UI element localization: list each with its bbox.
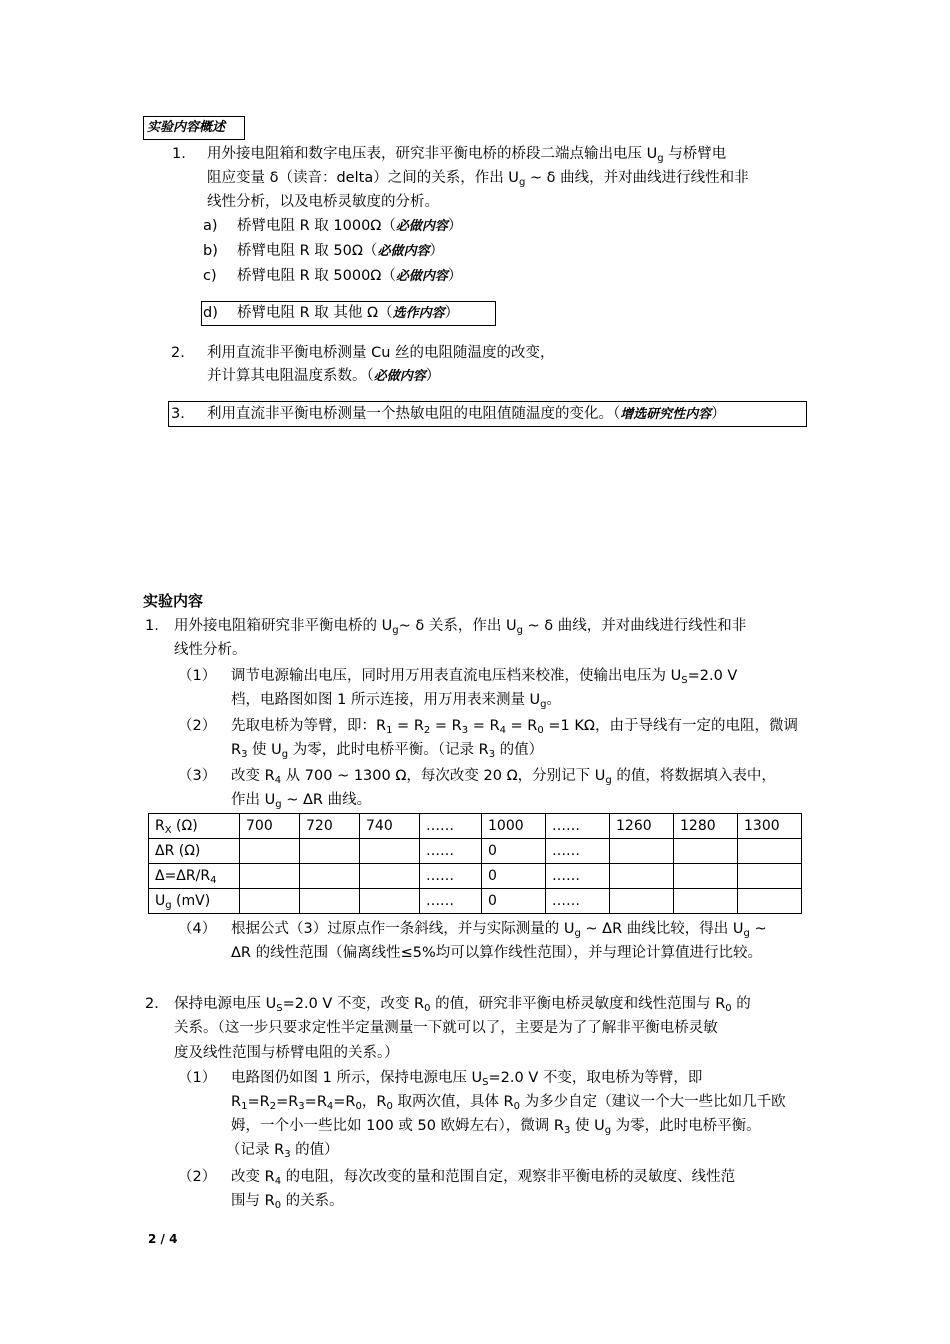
subscript: S <box>681 675 688 686</box>
subscript: g <box>540 699 547 710</box>
text: 姆，一个小一些比如 100 或 50 欧姆左右），微调 R <box>231 1118 564 1134</box>
overview-item3-line <box>207 402 726 427</box>
table-cell: 1300 <box>738 814 802 839</box>
text: 与桥臂电 <box>663 146 727 162</box>
content-item2-line2: 关系。（这一步只要求定性半定量测量一下就可以了，主要是为了了解非平衡电桥灵敏 <box>174 1020 718 1036</box>
table-cell: …… <box>546 839 610 864</box>
subscript: 3 <box>284 1149 291 1160</box>
text: =R <box>333 1094 356 1110</box>
table-cell <box>610 864 674 889</box>
table-cell: …… <box>420 839 482 864</box>
item2-step2-line1 <box>231 1165 735 1189</box>
overview-sub-d-label: d) <box>203 305 218 321</box>
text: (Ω) <box>171 818 198 834</box>
text: R <box>231 1094 242 1110</box>
text: = R <box>430 718 462 734</box>
subscript: 1 <box>386 725 393 736</box>
text: 先取电桥为等臂，即：R <box>231 718 387 734</box>
table-cell: …… <box>420 864 482 889</box>
subscript: 1 <box>241 1101 248 1112</box>
text: 用外接电阻箱研究非平衡电桥的 U <box>174 618 393 634</box>
note: 必做内容 <box>373 369 426 384</box>
item2-step1-line2 <box>231 1090 786 1114</box>
step1-line1 <box>231 664 737 688</box>
text: =2.0 V 不变，改变 R <box>282 996 425 1012</box>
table-cell: …… <box>546 814 610 839</box>
text: 桥臂电阻 R 取 50Ω（ <box>237 243 378 259</box>
text: ~ ΔR 曲线。 <box>281 792 372 808</box>
table-row <box>149 864 802 889</box>
table-cell <box>360 889 420 914</box>
text: ） <box>711 406 726 422</box>
table-cell: 720 <box>300 814 360 839</box>
table-cell: …… <box>420 814 482 839</box>
text: 为零，此时电桥平衡。 <box>611 1118 761 1134</box>
text: 利用直流非平衡电桥测量一个热敏电阻的电阻值随温度的变化。（ <box>207 406 621 422</box>
text: 。 <box>546 692 562 708</box>
subscript: 0 <box>537 725 544 736</box>
table-cell <box>674 839 738 864</box>
table-cell: …… <box>420 889 482 914</box>
content-item1-line2: 线性分析。 <box>174 642 247 658</box>
subscript: g <box>165 900 172 911</box>
content-item2-line1 <box>174 992 751 1016</box>
overview-item2-line1: 利用直流非平衡电桥测量 Cu 丝的电阻随温度的改变， <box>207 345 555 361</box>
subscript: S <box>276 1003 283 1014</box>
table-cell <box>738 839 802 864</box>
text: 桥臂电阻 R 取 1000Ω（ <box>237 218 396 234</box>
table-cell <box>300 839 360 864</box>
text: ΔR (Ω) <box>155 843 201 859</box>
text: 的值） <box>495 742 544 758</box>
text: ~ δ 曲线，并对曲线进行线性和非 <box>522 618 747 634</box>
overview-item1-line3: 线性分析，以及电桥灵敏度的分析。 <box>207 194 439 210</box>
text: ） <box>425 368 441 384</box>
table-row <box>149 839 802 864</box>
text: ~ δ 关系，作出 U <box>398 618 517 634</box>
table-row-header <box>149 839 240 864</box>
table-cell <box>240 864 300 889</box>
overview-sub-a-label: a) <box>203 218 218 234</box>
subscript: 0 <box>386 1101 393 1112</box>
text: =R <box>276 1094 299 1110</box>
subscript: g <box>604 1125 612 1136</box>
step4-line2: ΔR 的线性范围（偏离线性≤5%均可以算作线性范围），并与理论计算值进行比较。 <box>231 945 763 961</box>
text: ，R <box>361 1094 387 1110</box>
item2-step2-label: （2） <box>178 1169 217 1185</box>
overview-sub-b-label: b) <box>203 243 218 259</box>
overview-sub-b <box>237 239 444 264</box>
overview-sub-c <box>237 264 462 289</box>
subscript: g <box>516 625 523 636</box>
note: 增选研究性内容 <box>620 407 712 422</box>
subscript: 2 <box>269 1101 277 1112</box>
text: 用外接电阻箱和数字电压表，研究非平衡电桥的桥段二端点输出电压 U <box>207 146 658 162</box>
text: 档，电路图如图 1 所示连接，用万用表来测量 U <box>231 692 541 708</box>
subscript: S <box>482 1077 489 1088</box>
text: 阻应变量 δ（读音：delta）之间的关系，作出 U <box>207 170 519 186</box>
text: U <box>155 893 166 909</box>
step3-line1 <box>231 764 776 788</box>
table-cell: 740 <box>360 814 420 839</box>
table-cell <box>674 889 738 914</box>
text: =2.0 V <box>687 668 738 684</box>
table-cell: 0 <box>482 839 546 864</box>
text: Δ=ΔR/R <box>155 868 211 884</box>
text: 作出 U <box>231 792 276 808</box>
text: =1 KΩ，由于导线有一定的电阻，微调 <box>543 718 798 734</box>
text: R <box>231 742 242 758</box>
table-cell: 0 <box>482 864 546 889</box>
table-cell <box>240 889 300 914</box>
text: ~ ΔR 曲线比较，得出 U <box>580 921 744 937</box>
table-cell: …… <box>546 864 610 889</box>
overview-item1-number: 1. <box>172 146 186 162</box>
step1-label: （1） <box>178 668 217 684</box>
overview-item2-line2 <box>207 364 440 389</box>
table-cell <box>300 889 360 914</box>
table-cell <box>360 839 420 864</box>
table-cell <box>610 889 674 914</box>
content-title: 实验内容 <box>143 592 204 610</box>
text: 取两次值，具体 R <box>392 1094 514 1110</box>
table-cell <box>300 864 360 889</box>
overview-item3-number: 3. <box>171 406 185 422</box>
table-row-header <box>149 889 240 914</box>
subscript: 0 <box>274 1200 282 1211</box>
subscript: 0 <box>424 1003 431 1014</box>
text: 使 U <box>570 1118 605 1134</box>
step3-line2 <box>231 788 371 812</box>
text: ） <box>429 243 444 259</box>
text: 调节电源输出电压，同时用万用表直流电压档来校准，使输出电压为 U <box>231 668 682 684</box>
page-number: 2 / 4 <box>148 1232 178 1246</box>
table-cell <box>240 839 300 864</box>
text: 改变 R <box>231 768 275 784</box>
item2-step2-line2 <box>231 1189 344 1213</box>
table-cell: 700 <box>240 814 300 839</box>
step2-line2 <box>231 738 543 762</box>
text: 桥臂电阻 R 取 其他 Ω（ <box>237 305 393 321</box>
item2-step1-line4 <box>226 1138 339 1162</box>
subscript: 3 <box>564 1125 571 1136</box>
overview-sub-a <box>237 214 462 239</box>
subscript: 3 <box>241 749 248 760</box>
subscript: g <box>275 799 282 810</box>
item2-step1-label: （1） <box>178 1070 217 1086</box>
table-cell <box>738 889 802 914</box>
step2-label: （2） <box>178 718 217 734</box>
step3-label: （3） <box>178 768 217 784</box>
content-item2-line3: 度及线性范围与桥臂电阻的关系。） <box>174 1045 399 1061</box>
table-row <box>149 814 802 839</box>
subscript: 0 <box>355 1101 362 1112</box>
text: 并计算其电阻温度系数。（ <box>207 368 374 384</box>
text: 根据公式（3）过原点作一条斜线，并与实际测量的 U <box>231 921 575 937</box>
text: 改变 R <box>231 1169 275 1185</box>
subscript: 4 <box>326 1101 334 1112</box>
subscript: g <box>657 153 664 164</box>
text: = R <box>505 718 538 734</box>
subscript: 2 <box>423 725 431 736</box>
subscript: 3 <box>461 725 469 736</box>
overview-sub-c-label: c) <box>203 268 217 284</box>
text: = R <box>392 718 424 734</box>
text: 使 U <box>247 742 282 758</box>
step2-line1 <box>231 714 798 738</box>
subscript: 4 <box>274 775 282 786</box>
overview-sub-d <box>237 301 459 326</box>
step1-line2 <box>231 688 561 712</box>
subscript: 4 <box>210 875 217 886</box>
text: 从 700 ~ 1300 Ω，每次改变 20 Ω，分别记下 U <box>281 768 606 784</box>
content-item2-number: 2. <box>145 996 159 1012</box>
content-item1-line1 <box>174 614 746 638</box>
text: (mV) <box>171 893 211 909</box>
text: ~ <box>749 921 767 937</box>
text: 电路图仍如图 1 所示，保持电源电压 U <box>231 1070 483 1086</box>
text: 为零，此时电桥平衡。（记录 R <box>288 742 489 758</box>
text: =R <box>304 1094 327 1110</box>
subscript: g <box>605 775 612 786</box>
table-row-header <box>149 814 240 839</box>
table-row <box>149 889 802 914</box>
note: 必做内容 <box>395 269 448 284</box>
step4-label: （4） <box>178 921 217 937</box>
table-cell: 1280 <box>674 814 738 839</box>
note: 选作内容 <box>392 306 445 321</box>
text: （记录 R <box>226 1142 285 1158</box>
text: =R <box>247 1094 270 1110</box>
subscript: g <box>743 928 750 939</box>
subscript: 0 <box>513 1101 521 1112</box>
overview-item1-line2 <box>207 166 749 190</box>
overview-title: 实验内容概述 <box>147 120 226 135</box>
table-cell: 0 <box>482 889 546 914</box>
subscript: g <box>574 928 581 939</box>
text: R <box>155 818 165 834</box>
text: 的值，将数据填入表中， <box>611 768 776 784</box>
subscript: X <box>164 825 172 836</box>
text: =2.0 V 不变，取电桥为等臂，即 <box>488 1070 703 1086</box>
text: 的电阻，每次改变的量和范围自定，观察非平衡电桥的灵敏度、线性范 <box>281 1169 736 1185</box>
data-table <box>148 813 802 914</box>
item2-step1-line3 <box>231 1114 761 1138</box>
table-cell <box>674 864 738 889</box>
text: 的 <box>731 996 751 1012</box>
overview-item1-line1 <box>207 142 726 166</box>
content-item1-number: 1. <box>145 618 159 634</box>
subscript: 3 <box>298 1101 305 1112</box>
text: 的值，研究非平衡电桥灵敏度和线性范围与 R <box>430 996 726 1012</box>
text: ） <box>447 218 463 234</box>
subscript: 3 <box>488 749 496 760</box>
text: 围与 R <box>231 1193 275 1209</box>
text: 桥臂电阻 R 取 5000Ω（ <box>237 268 396 284</box>
table-row-header <box>149 864 240 889</box>
item2-step1-line1 <box>231 1066 702 1090</box>
text: ） <box>444 305 460 321</box>
subscript: g <box>518 177 526 188</box>
table-cell <box>610 839 674 864</box>
table-cell <box>360 864 420 889</box>
table-cell: …… <box>546 889 610 914</box>
text: ~ δ 曲线，并对曲线进行线性和非 <box>525 170 749 186</box>
note: 必做内容 <box>377 244 430 259</box>
subscript: g <box>281 749 289 760</box>
subscript: 4 <box>499 725 506 736</box>
table-cell: 1260 <box>610 814 674 839</box>
text: 的关系。 <box>281 1193 344 1209</box>
table-cell <box>738 864 802 889</box>
text: = R <box>468 718 500 734</box>
step4-line1 <box>231 917 767 941</box>
overview-item2-number: 2. <box>171 345 185 361</box>
text: 为多少自定（建议一个大一些比如几千欧 <box>520 1094 786 1110</box>
subscript: 0 <box>725 1003 732 1014</box>
table-cell: 1000 <box>482 814 546 839</box>
text: ） <box>447 268 463 284</box>
subscript: g <box>392 625 399 636</box>
text: 保持电源电压 U <box>174 996 277 1012</box>
text: 的值） <box>290 1142 339 1158</box>
subscript: 4 <box>274 1176 282 1187</box>
note: 必做内容 <box>395 219 448 234</box>
